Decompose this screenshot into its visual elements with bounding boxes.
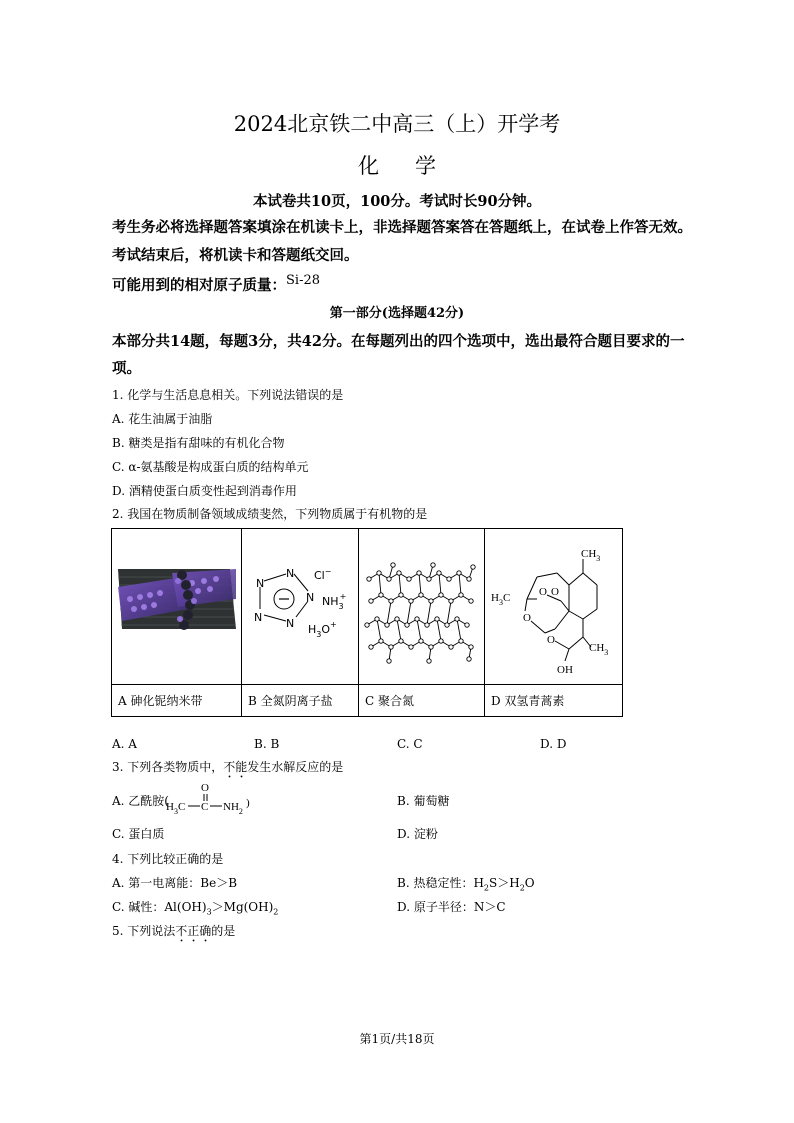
d-o-3: O <box>523 612 531 624</box>
q3-stem: 3. 下列各类物质中，不能发生水解反应的是 <box>112 760 344 774</box>
q2-cell-a-image <box>112 529 242 685</box>
instruction-line-1: 本试卷共10页，100分。考试时长90分钟。 <box>252 193 542 210</box>
dihydroartemisinin-structure <box>485 529 622 680</box>
svg-text:O: O <box>201 782 209 794</box>
d-oh: OH <box>557 664 573 676</box>
instruction-line-2: 考生务必将选择题答案填涂在机读卡上，非选择题答案答在答题纸上，在试卷上作答无效。 <box>112 219 692 236</box>
polymeric-nitrogen-structure <box>359 529 484 680</box>
q1-stem: 1. 化学与生活息息相关。下列说法错误的是 <box>112 388 344 402</box>
q2-cell-d-image <box>485 529 623 685</box>
q2-caption-d: D 双氢青蒿素 <box>485 685 623 717</box>
q4-option-a: A. 第一电离能：Be＞B <box>112 876 238 890</box>
q5-stem: 5. 下列说法不正确的是 <box>112 924 236 938</box>
d-o-1: O <box>539 586 547 598</box>
part1-desc-line-1: 本部分共14题，每题3分，共42分。在每题列出的四个选项中，选出最符合题目要求的一 <box>112 333 685 350</box>
nanoribbon-image <box>112 529 241 680</box>
q3-option-a: A. 乙酰胺( <box>112 794 169 808</box>
b-n-4: N <box>286 617 295 630</box>
b-hydronium: $H_3O^+$ <box>308 620 337 639</box>
q1-option-c: C. α-氨基酸是构成蛋白质的结构单元 <box>112 460 309 474</box>
page-footer: 第1页/共18页 <box>359 1032 435 1046</box>
q2-caption-c: C 聚合氮 <box>359 685 485 717</box>
d-ch3-top: $CH_3$ <box>581 548 601 563</box>
q3-option-d: D. 淀粉 <box>397 827 438 841</box>
pentazolate-salt-structure <box>242 529 358 680</box>
exam-subject: 化学 <box>358 154 472 178</box>
q2-option-d: D. D <box>540 737 567 751</box>
svg-text:): ) <box>246 797 250 809</box>
b-ammonium: $NH_3+$ <box>322 592 347 611</box>
svg-text:H3C: $H_3C$ <box>166 801 186 816</box>
svg-text:NH2: $NH_2$ <box>223 801 243 816</box>
d-h3c: $H_3C$ <box>491 592 511 607</box>
part1-desc-line-2: 项。 <box>112 360 141 377</box>
q2-caption-b: B 全氮阴离子盐 <box>242 685 359 717</box>
q3-option-c: C. 蛋白质 <box>112 827 165 841</box>
q2-option-a: A. A <box>112 737 137 751</box>
b-n-1: N <box>256 577 265 590</box>
acetamide-formula <box>164 780 256 820</box>
d-o-2: O <box>551 586 559 598</box>
q2-stem: 2. 我国在物质制备领域成绩斐然，下列物质属于有机物的是 <box>112 507 428 521</box>
atomic-mass-label: 可能用到的相对原子质量： <box>112 277 286 294</box>
svg-text:C: C <box>201 801 209 813</box>
d-o-4: O <box>547 634 555 646</box>
q4-option-b: B. 热稳定性：$H_2S>H_2O$ <box>397 876 535 893</box>
q4-option-d: D. 原子半径：N＞C <box>397 900 506 914</box>
b-chloride: Cl− <box>314 567 332 582</box>
q1-option-b: B. 糖类是指有甜味的有机化合物 <box>112 436 285 450</box>
b-n-2: N <box>286 567 295 580</box>
atomic-mass-value: Si-28 <box>286 273 320 288</box>
instruction-line-4 <box>112 274 320 295</box>
q1-option-d: D. 酒精使蛋白质变性起到消毒作用 <box>112 484 297 498</box>
q2-caption-a: A 砷化铌纳米带 <box>112 685 242 717</box>
q4-stem: 4. 下列比较正确的是 <box>112 852 224 866</box>
q2-option-b: B. B <box>254 737 280 751</box>
q5-emphasis: 不正确 <box>175 924 212 938</box>
b-n-3: N <box>306 591 315 604</box>
exam-title: 2024北京铁二中高三（上）开学考 <box>233 112 561 136</box>
q3-emphasis: 不能 <box>223 760 248 774</box>
q2-substance-table <box>111 528 623 717</box>
b-n-5: N <box>254 611 263 624</box>
q4-option-c: C. 碱性：$Al(OH)_3>Mg(OH)_2$ <box>112 900 279 917</box>
part1-heading: 第一部分(选择题42分) <box>329 306 465 321</box>
q2-option-c: C. C <box>397 737 423 751</box>
q3-option-b: B. 葡萄糖 <box>397 794 450 808</box>
q2-cell-b-image <box>242 529 359 685</box>
q2-cell-c-image <box>359 529 485 685</box>
d-ch3-right: $CH_3$ <box>589 642 609 657</box>
q1-option-a: A. 花生油属于油脂 <box>112 412 213 426</box>
instruction-line-3: 考试结束后，将机读卡和答题纸交回。 <box>112 247 359 264</box>
